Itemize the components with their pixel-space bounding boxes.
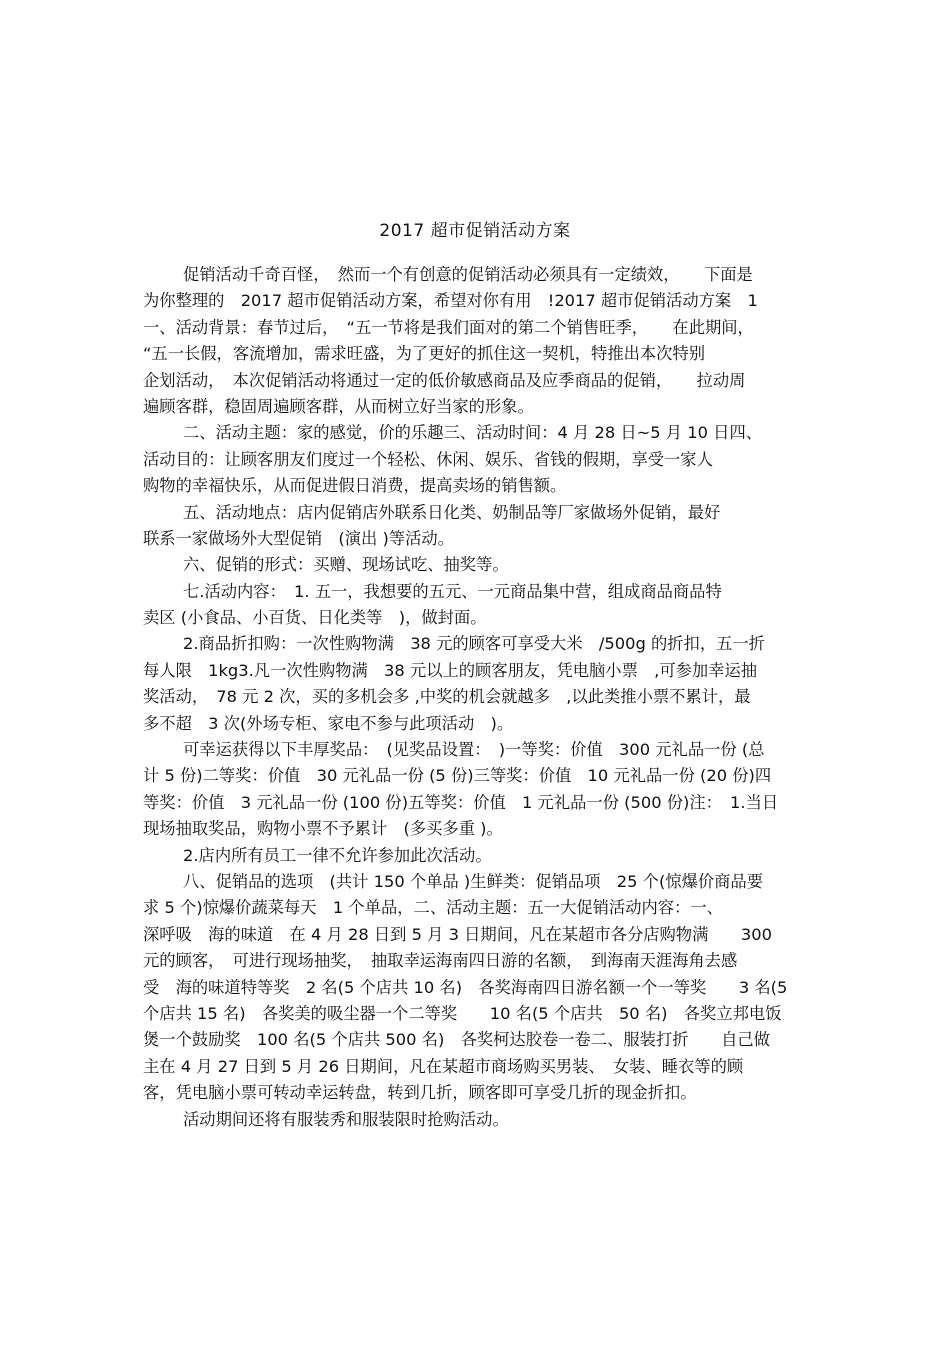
text-line: 企划活动， 本次促销活动将通过一定的低价敏感商品及应季商品的促销， 拉动周 [143,370,746,390]
text-line: 活动目的：让顾客朋友们度过一个轻松、休闲、娱乐、省钱的假期，享受一家人 [143,449,713,469]
text-line: 五、活动地点：店内促销店外联系日化类、奶制品等厂家做场外促销，最好 [183,502,721,522]
text-line: 求 5 个)惊爆价蔬菜每天 1 个单品，二、活动主题：五一大促销活动内容：一、 [143,898,723,918]
text-line: 六、促销的形式：买赠、现场试吃、抽奖等。 [183,555,509,575]
text-line: 每人限 1kg3.凡一次性购物满 38 元以上的顾客朋友，凭电脑小票 ,可参加幸运抽 [143,660,758,680]
text-line: 一、活动背景：春节过后， “五一节将是我们面对的第二个销售旺季， 在此期间， [143,317,754,337]
text-line: 七.活动内容： 1. 五一，我想要的五元、一元商品集中营，组成商品商品特 [183,581,722,601]
text-line: 等奖：价值 3 元礼品一份 (100 份)五等奖：价值 1 元礼品一份 (500 份)注： 1.当日 [143,792,779,812]
text-line: 二、活动主题：家的感觉，价的乐趣三、活动时间：4 月 28 日~5 月 10 日四、 [183,423,763,443]
text-line: 遍顾客群，稳固周遍顾客群，从而树立好当家的形象。 [143,396,534,416]
text-line: 个店共 15 名) 各奖美的吸尘器一个二等奖 10 名(5 个店共 50 名) 各奖立邦电饭 [143,1003,782,1023]
text-line: 计 5 份)二等奖：价值 30 元礼品一份 (5 份)三等奖：价值 10 元礼品一份 (20 份)四 [143,766,772,786]
text-line: 2.商品折扣购：一次性购物满 38 元的顾客可享受大米 /500g 的折扣，五一折 [183,634,765,654]
text-line: 主在 4 月 27 日到 5 月 26 日期间，凡在某超市商场购买男装、 女装、睡衣等的顾 [143,1056,744,1076]
document-body [143,262,818,1133]
text-line: “五一长假，客流增加，需求旺盛，为了更好的抓住这一契机，特推出本次特别 [143,344,706,364]
text-line: 奖活动， 78 元 2 次，买的多机会多 ,中奖的机会就越多 ,以此类推小票不累计，最 [143,687,751,707]
text-line: 八、促销品的选项 (共计 150 个单品 )生鲜类：促销品项 25 个(惊爆价商品要 [183,871,763,891]
document-title: 2017 超市促销活动方案 [379,221,571,241]
text-line: 活动期间还将有服装秀和服装限时抢购活动。 [183,1109,509,1129]
text-line: 煲一个鼓励奖 100 名(5 个店共 500 名) 各奖柯达胶卷一卷二、服装打折 自己做 [143,1030,770,1050]
text-line: 元的顾客， 可进行现场抽奖， 抽取幸运海南四日游的名额， 到海南天涯海角去感 [143,951,738,971]
text-line: 客，凭电脑小票可转动幸运转盘，转到几折，顾客即可享受几折的现金折扣。 [143,1083,697,1103]
text-line: 购物的幸福快乐，从而促进假日消费，提高卖场的销售额。 [143,476,567,496]
text-line: 现场抽取奖品，购物小票不予累计 (多买多重 )。 [143,819,503,839]
text-line: 促销活动千奇百怪， 然而一个有创意的促销活动必须具有一定绩效， 下面是 [183,265,753,284]
text-line: 卖区 (小食品、小百货、日化类等 )，做封面。 [143,608,487,628]
text-line: 深呼吸 海的味道 在 4 月 28 日到 5 月 3 日期间，凡在某超市各分店购物满 300 [143,924,772,944]
text-line: 为你整理的 2017 超市促销活动方案，希望对你有用 !2017 超市促销活动方案 1 [143,291,758,311]
text-line: 受 海的味道特等奖 2 名(5 个店共 10 名) 各奖海南四日游名额一个一等奖 3 名(5 [143,977,788,997]
text-line: 联系一家做场外大型促销 (演出 )等活动。 [143,528,454,548]
text-line: 多不超 3 次(外场专柜、家电不参与此项活动 )。 [143,713,514,733]
text-line: 2.店内所有员工一律不允许参加此次活动。 [183,845,492,865]
text-line: 可幸运获得以下丰厚奖品： (见奖品设置： )一等奖：价值 300 元礼品一份 (总 [183,740,765,760]
